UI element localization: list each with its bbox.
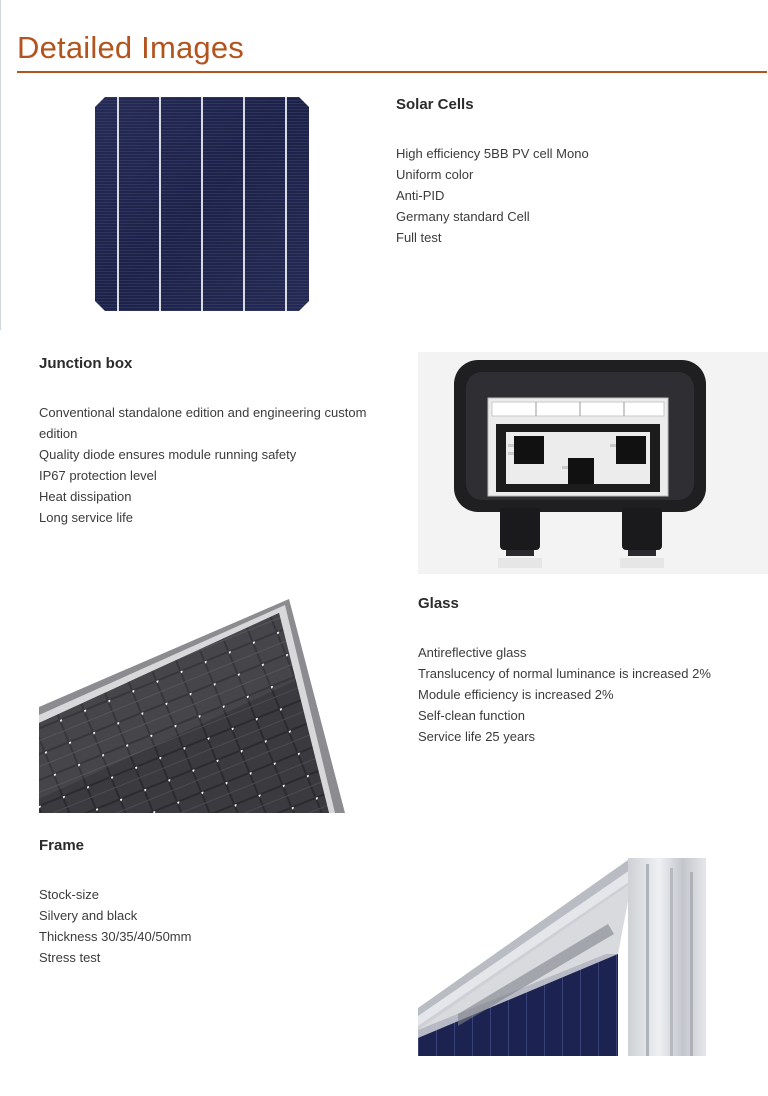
list-item: Heat dissipation [39, 489, 132, 504]
glass-title: Glass [418, 595, 459, 612]
title-divider [17, 71, 767, 73]
list-item: Module efficiency is increased 2% [418, 687, 614, 702]
list-item: Silvery and black [39, 908, 138, 923]
left-border-line [0, 0, 1, 330]
list-item: Full test [396, 230, 442, 245]
list-item: Self-clean function [418, 708, 525, 723]
list-item: Conventional standalone edition and engineering custom edition [39, 405, 367, 441]
junction-box-list [39, 402, 394, 528]
solar-cells-list [396, 143, 756, 248]
list-item: Long service life [39, 510, 133, 525]
frame-list [39, 884, 379, 968]
list-item: Uniform color [396, 167, 474, 182]
junction-box-title: Junction box [39, 355, 133, 372]
solar-cells-title: Solar Cells [396, 96, 474, 113]
list-item: Stock-size [39, 887, 99, 902]
list-item: Quality diode ensures module running safety [39, 447, 297, 462]
list-item: Stress test [39, 950, 101, 965]
list-item: Germany standard Cell [396, 209, 530, 224]
list-item: IP67 protection level [39, 468, 157, 483]
list-item: High efficiency 5BB PV cell Mono [396, 146, 589, 161]
page-title: Detailed Images [17, 30, 245, 65]
list-item: Antireflective glass [418, 645, 527, 660]
glass-panel-image [39, 599, 349, 813]
frame-image [418, 858, 708, 1056]
list-item: Thickness 30/35/40/50mm [39, 929, 192, 944]
frame-title: Frame [39, 837, 85, 854]
glass-list [418, 642, 758, 747]
junction-box-image [418, 352, 768, 574]
list-item: Translucency of normal luminance is increased 2% [418, 666, 711, 681]
list-item: Anti-PID [396, 188, 445, 203]
list-item: Service life 25 years [418, 729, 536, 744]
solar-cell-image [95, 97, 309, 311]
